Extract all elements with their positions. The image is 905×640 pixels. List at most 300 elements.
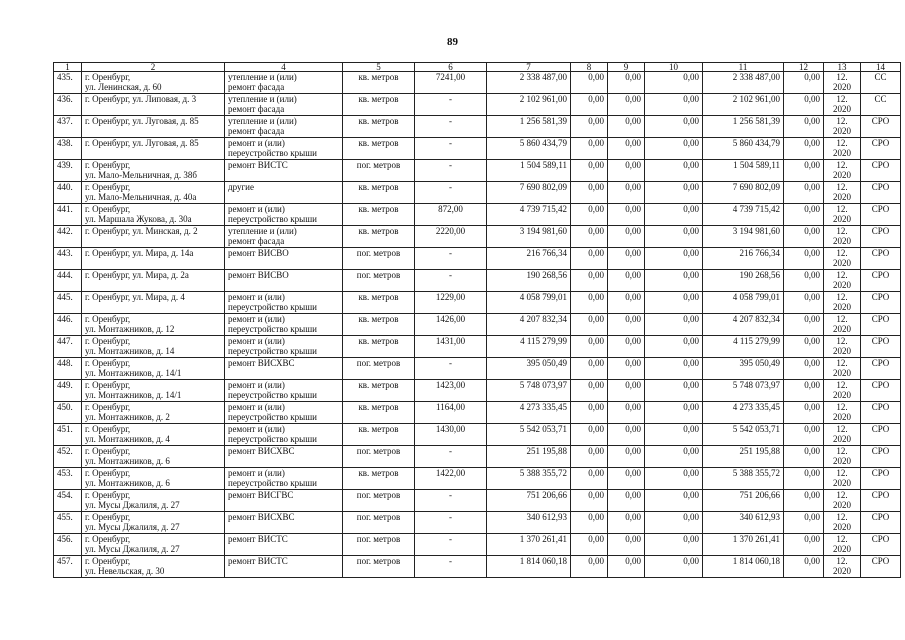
table-cell xyxy=(82,512,225,534)
work-type-line-1: утепление и (или) xyxy=(228,226,297,236)
deadline-year: 2020 xyxy=(833,346,851,356)
table-cell xyxy=(415,446,487,468)
table-cell xyxy=(703,424,784,446)
col8-cell: 0,00 xyxy=(588,512,604,522)
table-cell xyxy=(487,358,571,380)
table-cell xyxy=(703,204,784,226)
table-cell xyxy=(571,270,608,292)
quantity-cell: - xyxy=(449,248,452,258)
table-row xyxy=(54,138,901,160)
address-line-1: г. Оренбург, xyxy=(85,468,131,478)
total-cost-cell: 4 115 279,99 xyxy=(520,336,567,346)
table-cell xyxy=(415,226,487,248)
col9-cell: 0,00 xyxy=(625,116,641,126)
total-cost-cell: 751 206,66 xyxy=(526,490,567,500)
quantity-cell: - xyxy=(449,490,452,500)
deadline-month: 12. xyxy=(836,556,848,566)
table-cell xyxy=(571,534,608,556)
table-cell xyxy=(225,138,343,160)
unit-cell: пог. метров xyxy=(356,446,401,456)
column-number: 5 xyxy=(343,63,415,72)
col12-cell: 0,00 xyxy=(804,556,820,566)
table-cell xyxy=(645,138,703,160)
table-cell xyxy=(487,270,571,292)
funding-source-cell: СРО xyxy=(871,556,890,566)
table-cell xyxy=(608,226,645,248)
table-cell xyxy=(861,468,901,490)
col12-cell: 0,00 xyxy=(804,226,820,236)
col11-cell: 4 058 799,01 xyxy=(732,292,780,302)
table-cell xyxy=(784,556,824,578)
table-cell xyxy=(861,490,901,512)
quantity-cell: - xyxy=(449,94,452,104)
table-cell xyxy=(54,446,82,468)
table-cell xyxy=(571,556,608,578)
col10-cell: 0,00 xyxy=(683,138,699,148)
column-number: 10 xyxy=(645,63,703,72)
table-cell xyxy=(225,182,343,204)
table-cell xyxy=(824,336,861,358)
table-cell xyxy=(645,424,703,446)
table-cell xyxy=(54,358,82,380)
funding-source-cell: СРО xyxy=(871,226,890,236)
unit-cell: кв. метров xyxy=(358,402,399,412)
table-cell xyxy=(571,248,608,270)
table-cell xyxy=(784,512,824,534)
table-cell xyxy=(784,182,824,204)
table-row xyxy=(54,248,901,270)
unit-cell: кв. метров xyxy=(358,204,399,214)
unit-cell: кв. метров xyxy=(358,380,399,390)
col10-cell: 0,00 xyxy=(683,534,699,544)
table-cell xyxy=(861,336,901,358)
table-cell xyxy=(415,72,487,94)
table-cell xyxy=(54,160,82,182)
col8-cell: 0,00 xyxy=(588,72,604,82)
table-cell xyxy=(571,182,608,204)
table-cell xyxy=(487,94,571,116)
col12-cell: 0,00 xyxy=(804,160,820,170)
table-cell xyxy=(861,72,901,94)
col10-cell: 0,00 xyxy=(683,182,699,192)
address-line-2: ул. Монтажников, д. 14 xyxy=(85,346,175,356)
col9-cell: 0,00 xyxy=(625,490,641,500)
total-cost-cell: 7 690 802,09 xyxy=(519,182,567,192)
table-cell xyxy=(608,512,645,534)
col8-cell: 0,00 xyxy=(588,336,604,346)
table-cell xyxy=(343,248,415,270)
quantity-cell: - xyxy=(449,556,452,566)
deadline-year: 2020 xyxy=(833,324,851,334)
quantity-cell: 1426,00 xyxy=(435,314,466,324)
deadline-month: 12. xyxy=(836,94,848,104)
table-cell xyxy=(415,402,487,424)
col12-cell: 0,00 xyxy=(804,248,820,258)
work-type-line-1: утепление и (или) xyxy=(228,116,297,126)
table-cell xyxy=(82,94,225,116)
table-cell xyxy=(703,248,784,270)
address-line-2: ул. Мусы Джалиля, д. 27 xyxy=(85,500,180,510)
col12-cell: 0,00 xyxy=(804,424,820,434)
table-cell xyxy=(784,490,824,512)
work-type-line-2: переустройство крыши xyxy=(228,214,317,224)
table-cell xyxy=(608,160,645,182)
table-cell xyxy=(487,160,571,182)
funding-source-cell: СРО xyxy=(871,336,890,346)
table-cell xyxy=(82,160,225,182)
table-cell xyxy=(343,72,415,94)
register-table xyxy=(53,62,901,578)
table-cell xyxy=(824,94,861,116)
table-cell xyxy=(824,182,861,204)
total-cost-cell: 395 050,49 xyxy=(526,358,567,368)
row-number: 447. xyxy=(57,336,73,346)
funding-source-cell: СРО xyxy=(871,292,890,302)
col10-cell: 0,00 xyxy=(683,512,699,522)
unit-cell: кв. метров xyxy=(358,226,399,236)
address-line-2: ул. Мало-Мельничная, д. 38б xyxy=(85,170,197,180)
col11-cell: 4 739 715,42 xyxy=(732,204,780,214)
table-cell xyxy=(645,182,703,204)
table-cell xyxy=(703,512,784,534)
table-cell xyxy=(861,512,901,534)
work-type-line-1: утепление и (или) xyxy=(228,72,297,82)
col8-cell: 0,00 xyxy=(588,424,604,434)
col11-cell: 4 207 832,34 xyxy=(732,314,780,324)
table-cell xyxy=(487,402,571,424)
funding-source-cell: СРО xyxy=(871,116,890,126)
column-number: 4 xyxy=(225,63,343,72)
col8-cell: 0,00 xyxy=(588,314,604,324)
table-cell xyxy=(608,556,645,578)
table-cell xyxy=(703,468,784,490)
table-cell xyxy=(54,116,82,138)
address-line-2: ул. Невельская, д. 30 xyxy=(85,566,165,576)
table-cell xyxy=(225,226,343,248)
table-cell xyxy=(225,556,343,578)
table-cell xyxy=(824,380,861,402)
row-number: 454. xyxy=(57,490,73,500)
deadline-year: 2020 xyxy=(833,82,851,92)
address-line-1: г. Оренбург, xyxy=(85,490,131,500)
table-cell xyxy=(784,248,824,270)
address-line-1: г. Оренбург, xyxy=(85,204,131,214)
table-cell xyxy=(225,160,343,182)
deadline-year: 2020 xyxy=(833,478,851,488)
work-type-line-2: переустройство крыши xyxy=(228,324,317,334)
table-cell xyxy=(861,182,901,204)
table-cell xyxy=(82,402,225,424)
col10-cell: 0,00 xyxy=(683,446,699,456)
table-cell xyxy=(861,248,901,270)
table-row xyxy=(54,512,901,534)
deadline-month: 12. xyxy=(836,512,848,522)
table-cell xyxy=(608,468,645,490)
col10-cell: 0,00 xyxy=(683,226,699,236)
col9-cell: 0,00 xyxy=(625,446,641,456)
table-cell xyxy=(645,292,703,314)
col10-cell: 0,00 xyxy=(683,380,699,390)
deadline-month: 12. xyxy=(836,72,848,82)
table-cell xyxy=(415,380,487,402)
col12-cell: 0,00 xyxy=(804,138,820,148)
col11-cell: 1 814 060,18 xyxy=(732,556,780,566)
address-line-2: ул. Мусы Джалиля, д. 27 xyxy=(85,522,180,532)
table-cell xyxy=(82,534,225,556)
row-number: 448. xyxy=(57,358,73,368)
table-row xyxy=(54,380,901,402)
table-cell xyxy=(487,138,571,160)
table-cell xyxy=(645,226,703,248)
col9-cell: 0,00 xyxy=(625,94,641,104)
row-number: 437. xyxy=(57,116,73,126)
table-cell xyxy=(703,446,784,468)
table-cell xyxy=(608,204,645,226)
table-cell xyxy=(415,490,487,512)
funding-source-cell: СРО xyxy=(871,424,890,434)
table-row xyxy=(54,182,901,204)
work-type-line-1: ремонт и (или) xyxy=(228,204,285,214)
table-cell xyxy=(415,534,487,556)
total-cost-cell: 251 195,88 xyxy=(526,446,567,456)
table-cell xyxy=(54,490,82,512)
col10-cell: 0,00 xyxy=(683,556,699,566)
work-type-line-2: переустройство крыши xyxy=(228,148,317,158)
deadline-month: 12. xyxy=(836,402,848,412)
work-type-line-2: ремонт фасада xyxy=(228,82,285,92)
funding-source-cell: СРО xyxy=(871,512,890,522)
table-cell xyxy=(54,336,82,358)
table-cell xyxy=(703,116,784,138)
table-cell xyxy=(608,534,645,556)
table-cell xyxy=(645,468,703,490)
deadline-year: 2020 xyxy=(833,544,851,554)
quantity-cell: 1164,00 xyxy=(436,402,465,412)
table-cell xyxy=(608,446,645,468)
work-type-line-2: ремонт фасада xyxy=(228,236,285,246)
column-number: 6 xyxy=(415,63,487,72)
col12-cell: 0,00 xyxy=(804,270,820,280)
work-type-line-1: ремонт и (или) xyxy=(228,314,285,324)
table-row xyxy=(54,94,901,116)
col11-cell: 751 206,66 xyxy=(739,490,780,500)
work-type-line-1: ремонт ВИСХВС xyxy=(228,446,295,456)
unit-cell: пог. метров xyxy=(356,512,401,522)
table-row xyxy=(54,336,901,358)
table-cell xyxy=(571,380,608,402)
table-cell xyxy=(343,116,415,138)
table-cell xyxy=(54,182,82,204)
table-cell xyxy=(343,402,415,424)
column-number: 7 xyxy=(487,63,571,72)
deadline-year: 2020 xyxy=(833,280,851,290)
table-cell xyxy=(571,72,608,94)
table-cell xyxy=(571,468,608,490)
col9-cell: 0,00 xyxy=(625,270,641,280)
table-cell xyxy=(645,446,703,468)
table-cell xyxy=(571,226,608,248)
table-cell xyxy=(824,248,861,270)
funding-source-cell: СС xyxy=(874,94,887,104)
address-line-2: ул. Монтажников, д. 6 xyxy=(85,478,170,488)
table-cell xyxy=(861,226,901,248)
table-cell xyxy=(54,226,82,248)
deadline-year: 2020 xyxy=(833,126,851,136)
table-cell xyxy=(784,160,824,182)
table-cell xyxy=(861,116,901,138)
total-cost-cell: 1 370 261,41 xyxy=(519,534,567,544)
funding-source-cell: СРО xyxy=(871,314,890,324)
table-cell xyxy=(824,512,861,534)
table-cell xyxy=(608,94,645,116)
col9-cell: 0,00 xyxy=(625,424,641,434)
table-cell xyxy=(824,490,861,512)
table-cell xyxy=(415,94,487,116)
table-cell xyxy=(608,72,645,94)
address-line-2: ул. Монтажников, д. 6 xyxy=(85,456,170,466)
column-number-row xyxy=(54,63,901,72)
work-type-line-1: ремонт и (или) xyxy=(228,380,285,390)
table-cell xyxy=(861,402,901,424)
table-cell xyxy=(645,116,703,138)
table-cell xyxy=(784,424,824,446)
quantity-cell: - xyxy=(449,534,452,544)
table-cell xyxy=(54,270,82,292)
col9-cell: 0,00 xyxy=(625,468,641,478)
table-cell xyxy=(571,402,608,424)
col8-cell: 0,00 xyxy=(588,358,604,368)
table-cell xyxy=(487,380,571,402)
table-cell xyxy=(54,138,82,160)
total-cost-cell: 5 388 355,72 xyxy=(519,468,567,478)
address-line-1: г. Оренбург, xyxy=(85,182,131,192)
table-cell xyxy=(225,248,343,270)
col11-cell: 395 050,49 xyxy=(739,358,780,368)
table-cell xyxy=(608,248,645,270)
table-cell xyxy=(343,138,415,160)
col11-cell: 2 102 961,00 xyxy=(732,94,780,104)
row-number: 453. xyxy=(57,468,73,478)
table-cell xyxy=(54,292,82,314)
total-cost-cell: 2 102 961,00 xyxy=(519,94,567,104)
col10-cell: 0,00 xyxy=(683,204,699,214)
col8-cell: 0,00 xyxy=(588,490,604,500)
table-cell xyxy=(82,358,225,380)
col12-cell: 0,00 xyxy=(804,402,820,412)
deadline-month: 12. xyxy=(836,314,848,324)
address-line-1: г. Оренбург, ул. Мира, д. 4 xyxy=(85,292,185,302)
funding-source-cell: СРО xyxy=(871,468,890,478)
table-cell xyxy=(82,380,225,402)
deadline-year: 2020 xyxy=(833,390,851,400)
unit-cell: кв. метров xyxy=(358,468,399,478)
unit-cell: пог. метров xyxy=(356,490,401,500)
quantity-cell: 1229,00 xyxy=(435,292,466,302)
col8-cell: 0,00 xyxy=(588,182,604,192)
address-line-1: г. Оренбург, ул. Луговая, д. 85 xyxy=(85,116,199,126)
col10-cell: 0,00 xyxy=(683,160,699,170)
table-row xyxy=(54,424,901,446)
table-cell xyxy=(487,534,571,556)
work-type-line-2: переустройство крыши xyxy=(228,390,317,400)
table-cell xyxy=(415,182,487,204)
table-cell xyxy=(571,314,608,336)
row-number: 452. xyxy=(57,446,73,456)
deadline-year: 2020 xyxy=(833,236,851,246)
work-type-line-1: ремонт и (или) xyxy=(228,292,285,302)
address-line-2: ул. Мусы Джалиля, д. 27 xyxy=(85,544,180,554)
table-cell xyxy=(608,424,645,446)
col10-cell: 0,00 xyxy=(683,468,699,478)
table-cell xyxy=(343,336,415,358)
table-cell xyxy=(487,314,571,336)
table-cell xyxy=(861,204,901,226)
table-cell xyxy=(54,402,82,424)
table-row xyxy=(54,204,901,226)
table-cell xyxy=(703,380,784,402)
row-number: 455. xyxy=(57,512,73,522)
address-line-2: ул. Маршала Жукова, д. 30а xyxy=(85,214,192,224)
table-cell xyxy=(645,358,703,380)
unit-cell: пог. метров xyxy=(356,358,401,368)
col10-cell: 0,00 xyxy=(683,292,699,302)
column-number: 11 xyxy=(703,63,784,72)
table-cell xyxy=(645,94,703,116)
work-type-line-2: переустройство крыши xyxy=(228,346,317,356)
table-cell xyxy=(861,138,901,160)
table-cell xyxy=(645,556,703,578)
table-cell xyxy=(784,270,824,292)
deadline-year: 2020 xyxy=(833,412,851,422)
table-cell xyxy=(703,94,784,116)
table-cell xyxy=(487,336,571,358)
table-row xyxy=(54,402,901,424)
table-cell xyxy=(703,182,784,204)
table-cell xyxy=(415,512,487,534)
table-cell xyxy=(824,292,861,314)
table-cell xyxy=(645,314,703,336)
total-cost-cell: 4 058 799,01 xyxy=(519,292,567,302)
row-number: 446. xyxy=(57,314,73,324)
col12-cell: 0,00 xyxy=(804,204,820,214)
table-row xyxy=(54,72,901,94)
table-cell xyxy=(487,468,571,490)
deadline-month: 12. xyxy=(836,182,848,192)
col9-cell: 0,00 xyxy=(625,204,641,214)
table-cell xyxy=(225,336,343,358)
address-line-1: г. Оренбург, xyxy=(85,402,131,412)
table-cell xyxy=(343,490,415,512)
column-number: 12 xyxy=(784,63,824,72)
quantity-cell: 1423,00 xyxy=(435,380,466,390)
table-cell xyxy=(343,94,415,116)
row-number: 449. xyxy=(57,380,73,390)
table-cell xyxy=(225,204,343,226)
deadline-month: 12. xyxy=(836,226,848,236)
address-line-1: г. Оренбург, xyxy=(85,380,131,390)
table-cell xyxy=(645,160,703,182)
table-row xyxy=(54,358,901,380)
address-line-1: г. Оренбург, xyxy=(85,336,131,346)
col9-cell: 0,00 xyxy=(625,292,641,302)
total-cost-cell: 4 273 335,45 xyxy=(519,402,567,412)
table-cell xyxy=(487,226,571,248)
table-cell xyxy=(54,534,82,556)
work-type-line-1: утепление и (или) xyxy=(228,94,297,104)
funding-source-cell: СРО xyxy=(871,270,890,280)
deadline-year: 2020 xyxy=(833,170,851,180)
unit-cell: кв. метров xyxy=(358,336,399,346)
